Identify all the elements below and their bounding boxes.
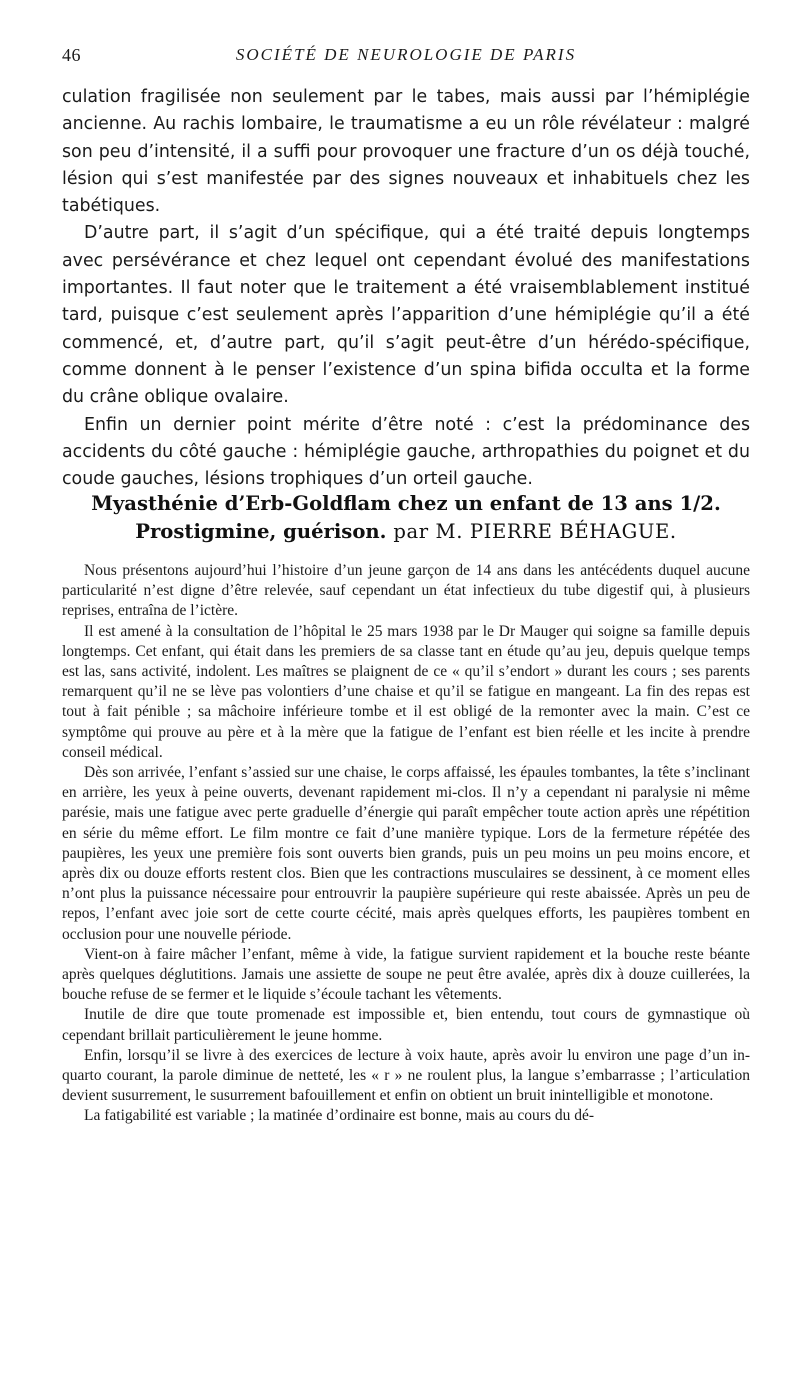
paragraph: D’autre part, il s’agit d’un spécifique, qui a été traité depuis longtemps avec persévérance et chez lequel ont cependant évolué des manifestations importantes. Il faut noter que le traitement a été vraisemblablement institué tard, puisque c’est seulement après l’apparition d’une hémiplégie qu’il a été commencé, et, d’autre part, qu’il s’agit peut-être d’un hérédo-spécifique, comme donnent à le penser l’existence d’un spina bifida occulta et la forme du crâne oblique ovalaire. [62, 223, 750, 408]
paragraph: La fatigabilité est variable ; la matinée d’ordinaire est bonne, mais au cours du dé- [84, 1107, 595, 1125]
article-heading [62, 490, 750, 546]
paragraph: Vient-on à faire mâcher l’enfant, même à vide, la fatigue survient rapidement et la bouche reste béante après quelques déglutitions. Jamais une assiette de soupe ne peut être avalée, après dix à douze cuillerées, la bouche refuse de se fermer et le liquide s’écoule tachant les vêtements. [62, 945, 750, 1004]
article-title: Myasthénie d’Erb-Goldflam chez un enfant de 13 ans 1/2. Prostigmine, guérison. [91, 492, 721, 543]
article-body [62, 561, 750, 1127]
previous-article-continuation [62, 84, 750, 493]
page-number: 46 [62, 45, 81, 65]
running-title: SOCIÉTÉ DE NEUROLOGIE DE PARIS [235, 45, 577, 64]
article-byline: par M. PIERRE BÉHAGUE. [393, 520, 677, 543]
paragraph: culation fragilisée non seulement par le tabes, mais aussi par l’hémiplégie ancienne. Au rachis lombaire, le traumatisme a eu un rôle révélateur : malgré son peu d’intensité, il a suffi pour provoquer une fracture d’un os déjà touché, lésion qui s’est manifestée par des signes nouveaux et inhabituels chez les tabétiques. [62, 87, 750, 217]
paragraph: Nous présentons aujourd’hui l’histoire d’un jeune garçon de 14 ans dans les antécédents duquel aucune particularité n’est digne d’être relevée, sauf cependant un état infectieux du tube digestif qui, à plusieurs reprises, entraîna de l’ictère. [62, 562, 750, 620]
paragraph: Enfin un dernier point mérite d’être noté : c’est la prédominance des accidents du côté gauche : hémiplégie gauche, arthropathies du poignet et du coude gauches, lésions trophiques d’un orteil gauche. [62, 414, 750, 490]
paragraph: Dès son arrivée, l’enfant s’assied sur une chaise, le corps affaissé, les épaules tombantes, la tête s’inclinant en arrière, les yeux à peine ouverts, devenant rapidement mi-clos. Il n’y a cependant ni paralysie ni même parésie, mais une fatigue avec perte graduelle d’énergie qui paraît empêcher toute action après une répétition en série du même effort. Le film montre ce fait d’une manière typique. Lors de la fermeture répétée des paupières, les yeux une première fois sont ouverts bien grands, puis un peu moins un peu moins encore, et après dix ou douze efforts restent clos. Bien que les contractions musculaires se dessinent, à ce moment elles n’ont plus la puissance nécessaire pour entrouvrir la paupière supérieure qui reste abaissée. Après un peu de repos, l’enfant avec joie sort de cette courte cécité, mais après quelques efforts, les paupières tombent en occlusion pour une nouvelle période. [62, 764, 750, 943]
page-header [62, 45, 750, 71]
paragraph: Enfin, lorsqu’il se livre à des exercices de lecture à voix haute, après avoir lu environ une page d’un in-quarto courant, la parole diminue de netteté, les « r » ne roulent plus, la langue s’embarrasse ; l’articulation devient susurrement, le susurrement bafouillement et enfin on obtient un bruit inintelligible et monotone. [62, 1046, 750, 1105]
paragraph: Inutile de dire que toute promenade est impossible et, bien entendu, tout cours de gymnastique où cependant brillait particulièrement le jeune homme. [62, 1006, 750, 1044]
paragraph: Il est amené à la consultation de l’hôpital le 25 mars 1938 par le Dr Mauger qui soigne sa famille depuis longtemps. Cet enfant, qui était dans les premiers de sa classe tant en étude qu’au jeu, depuis quelque temps est las, sans activité, indolent. Les maîtres se plaignent de ce « qu’il s’endort » durant les cours ; ses parents remarquent qu’il ne se lève pas volontiers d’une chaise et qu’il se fatigue en mangeant. La fin des repas est tout à fait pénible ; sa mâchoire inférieure tombe et il est obligé de la remonter avec la main. C’est ce symptôme qui prouve au père et à la mère que la fatigue de l’enfant est bien réelle et les incite à prendre conseil médical. [62, 622, 750, 761]
